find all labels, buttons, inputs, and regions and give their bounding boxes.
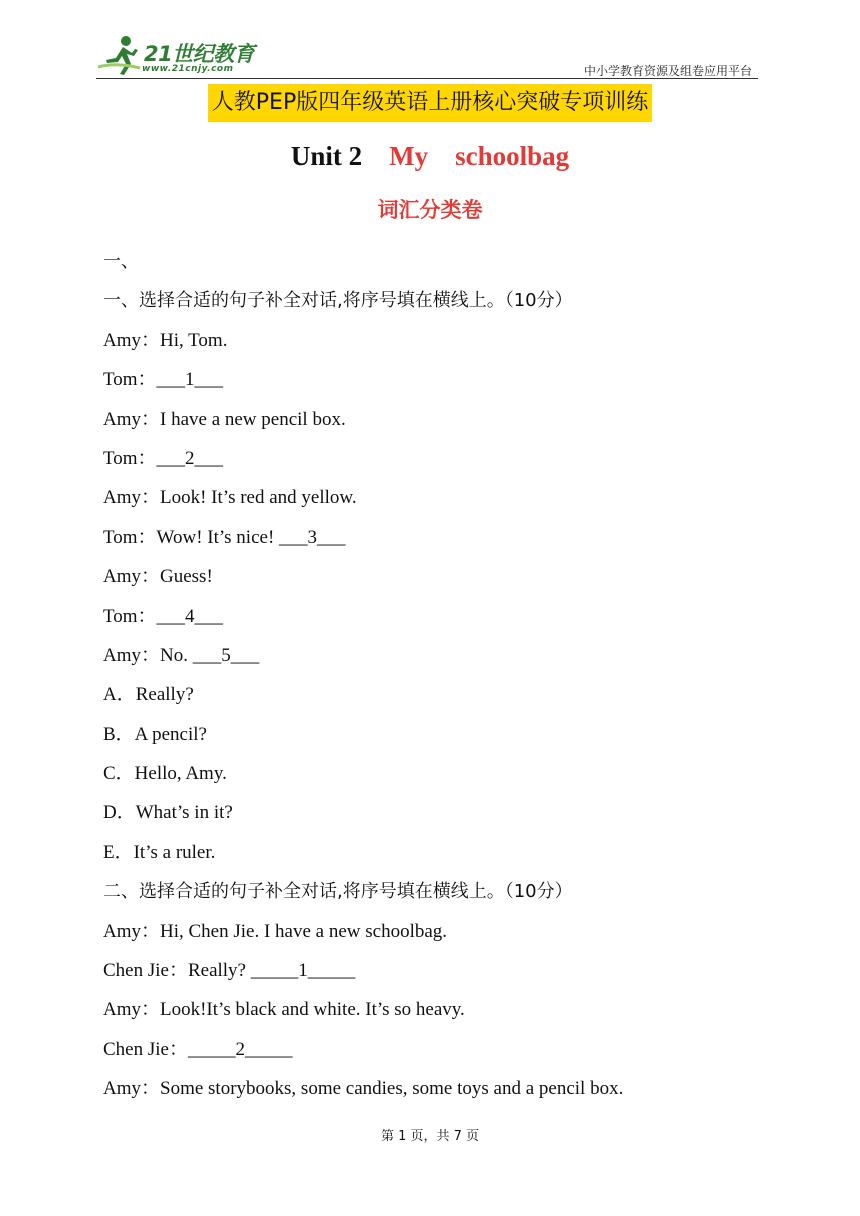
logo-url: www.21cnjy.com xyxy=(142,64,234,74)
section-1-instruction: 一、选择合适的句子补全对话,将序号填在横线上。（10分） xyxy=(103,290,573,312)
unit-name-word-1: My xyxy=(389,141,429,171)
section-marker: 一、 xyxy=(103,251,139,272)
dialogue-line: Chen Jie：_____2_____ xyxy=(103,1038,293,1060)
exercise-content xyxy=(103,242,783,1109)
dialogue-line: Tom：___4___ xyxy=(103,605,224,627)
dialogue-line: Amy：Hi, Chen Jie. I have a new schoolbag. xyxy=(103,920,448,942)
dialogue-line: Amy：Guess! xyxy=(103,566,213,588)
answer-option: A．Really? xyxy=(103,684,194,706)
unit-name-word-2: schoolbag xyxy=(455,141,570,171)
answer-option: D．What’s in it? xyxy=(103,802,233,824)
series-banner: 人教PEP版四年级英语上册核心突破专项训练 xyxy=(208,84,652,122)
dialogue-line: Amy：Hi, Tom. xyxy=(103,329,228,351)
logo-text: 21世纪教育 xyxy=(144,42,255,66)
platform-label: 中小学教育资源及组卷应用平台 xyxy=(583,64,752,78)
dialogue-line: Chen Jie：Really? _____1_____ xyxy=(103,960,356,982)
answer-option: B．A pencil? xyxy=(103,723,207,745)
header-divider xyxy=(96,78,758,79)
dialogue-line: Amy：No. ___5___ xyxy=(103,644,260,666)
page-footer: 第 1 页，共 7 页 xyxy=(380,1129,480,1144)
paper-subtitle: 词汇分类卷 xyxy=(377,198,483,222)
banner-container xyxy=(0,84,860,122)
answer-option: E．It’s a ruler. xyxy=(103,841,216,863)
unit-number: Unit 2 xyxy=(290,141,363,171)
section-2-instruction: 二、选择合适的句子补全对话,将序号填在横线上。（10分） xyxy=(103,881,573,903)
dialogue-line: Tom：Wow! It’s nice! ___3___ xyxy=(103,526,346,548)
dialogue-line: Amy：Look!It’s black and white. It’s so heavy. xyxy=(103,999,465,1021)
unit-title xyxy=(0,138,860,174)
dialogue-line: Tom：___2___ xyxy=(103,447,224,469)
site-logo xyxy=(96,34,266,78)
answer-option: C．Hello, Amy. xyxy=(103,763,227,785)
running-man-icon xyxy=(96,34,146,78)
page-header xyxy=(96,34,758,80)
dialogue-line: Amy：I have a new pencil box. xyxy=(103,408,346,430)
dialogue-line: Tom：___1___ xyxy=(103,369,224,391)
dialogue-line: Amy：Some storybooks, some candies, some toys and a pencil box. xyxy=(103,1078,624,1100)
dialogue-line: Amy：Look! It’s red and yellow. xyxy=(103,487,357,509)
